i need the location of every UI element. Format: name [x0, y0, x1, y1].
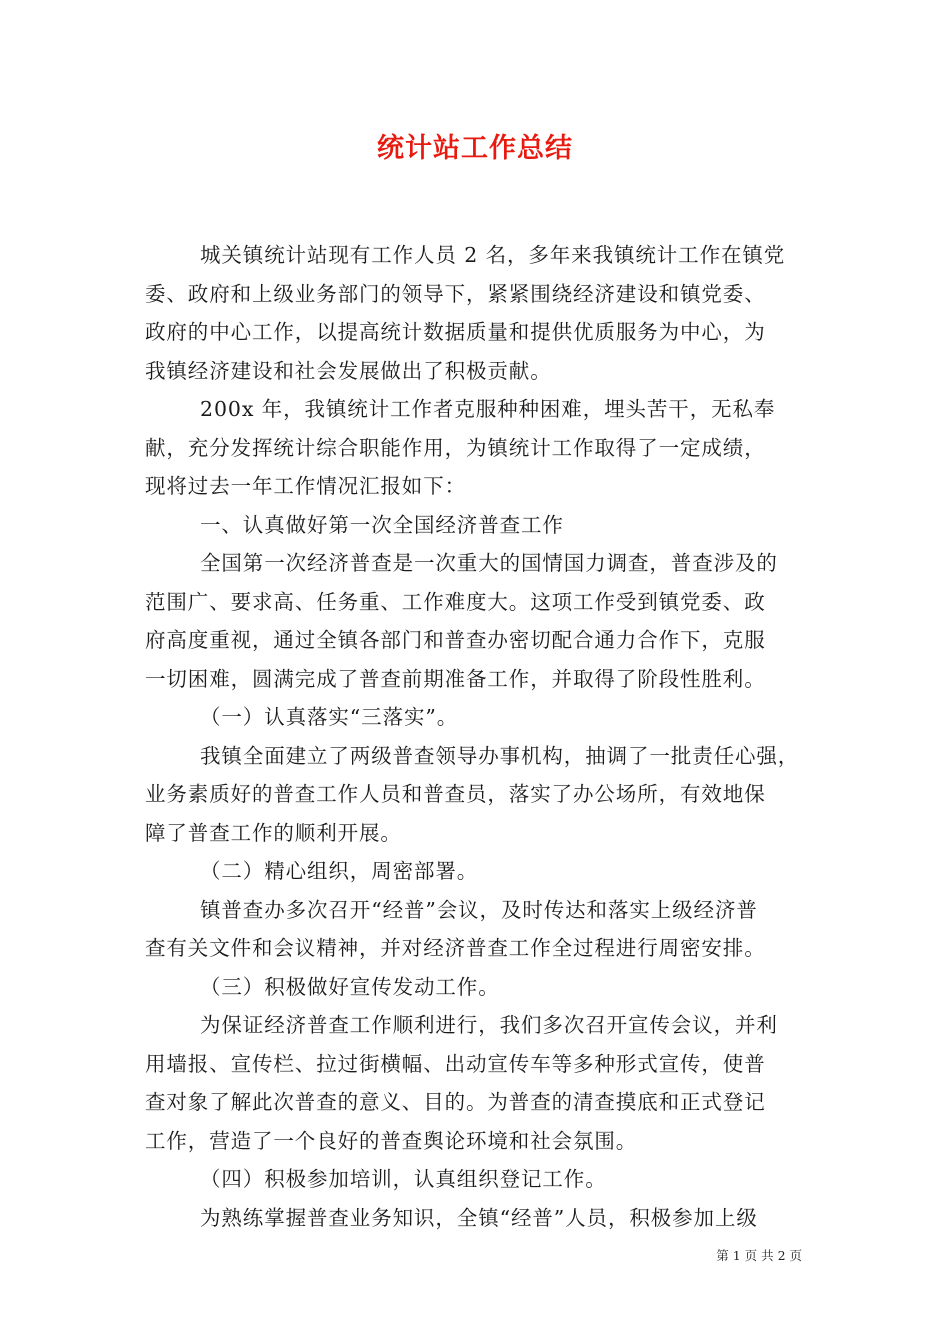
subsection-heading: （一）认真落实“三落实”。 — [200, 705, 459, 729]
body-line: 献，充分发挥统计综合职能作用，为镇统计工作取得了一定成绩， — [145, 435, 766, 460]
body-line: 为熟练掌握普查业务知识，全镇“经普”人员，积极参加上级 — [200, 1205, 758, 1230]
body-line: 现将过去一年工作情况汇报如下： — [145, 474, 466, 498]
subsection-heading: （四）积极参加培训，认真组织登记工作。 — [200, 1167, 607, 1191]
body-line: 一切困难，圆满完成了普查前期准备工作，并取得了阶段性胜利。 — [145, 666, 766, 691]
section-heading: 一、认真做好第一次全国经济普查工作 — [200, 512, 564, 537]
body-line: 府高度重视，通过全镇各部门和普查办密切配合通力合作下，克服 — [145, 628, 766, 652]
body-line: 为保证经济普查工作顺利进行，我们多次召开宣传会议，并利 — [200, 1013, 778, 1037]
body-line: 城关镇统计站现有工作人员 2 名，多年来我镇统计工作在镇党 — [200, 243, 786, 267]
body-line: 范围广、要求高、任务重、工作难度大。这项工作受到镇党委、政 — [145, 589, 766, 614]
body-line: 用墙报、宣传栏、拉过街横幅、出动宣传车等多种形式宣传，使普 — [145, 1051, 766, 1076]
body-line: 业务素质好的普查工作人员和普查员，落实了办公场所，有效地保 — [145, 782, 766, 806]
body-line: 我镇全面建立了两级普查领导办事机构，抽调了一批责任心强， — [200, 743, 800, 768]
body-line: 我镇经济建设和社会发展做出了积极贡献。 — [145, 358, 552, 383]
document-body — [145, 236, 810, 1237]
body-line: 查有关文件和会议精神，并对经济普查工作全过程进行周密安排。 — [145, 936, 766, 960]
document-title: 统计站工作总结 — [377, 133, 573, 164]
body-line: 全国第一次经济普查是一次重大的国情国力调查，普查涉及的 — [200, 551, 778, 575]
body-line: 障了普查工作的顺利开展。 — [145, 820, 402, 845]
body-line: 政府的中心工作，以提高统计数据质量和提供优质服务为中心，为 — [145, 320, 766, 344]
body-line: 200x 年，我镇统计工作者克服种种困难，埋头苦干，无私奉 — [200, 397, 776, 421]
page-number: 第 1 页 共 2 页 — [716, 1248, 802, 1263]
body-line: 镇普查办多次召开“经普”会议，及时传达和落实上级经济普 — [200, 897, 758, 922]
subsection-heading: （二）精心组织，周密部署。 — [200, 859, 479, 883]
body-line: 工作，营造了一个良好的普查舆论环境和社会氛围。 — [145, 1128, 638, 1153]
body-line: 委、政府和上级业务部门的领导下，紧紧围绕经济建设和镇党委、 — [145, 281, 766, 306]
body-line: 查对象了解此次普查的意义、目的。为普查的清查摸底和正式登记 — [145, 1090, 766, 1114]
subsection-heading: （三）积极做好宣传发动工作。 — [200, 974, 500, 999]
